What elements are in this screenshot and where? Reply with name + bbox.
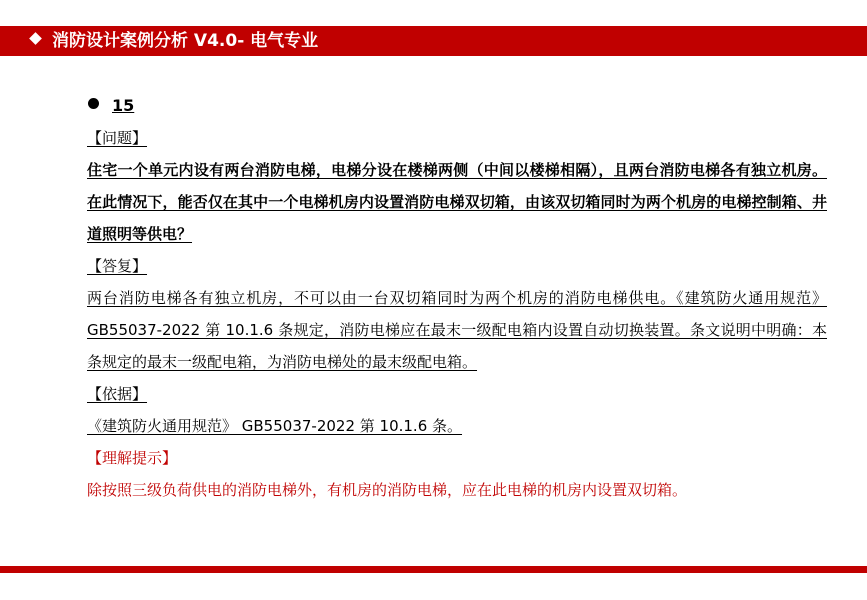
diamond-bullet-icon <box>29 32 42 45</box>
header-bar <box>0 26 867 56</box>
hint-label: 【理解提示】 <box>87 449 178 467</box>
question-label: 【问题】 <box>87 129 148 147</box>
basis-text: 《建筑防火通用规范》 GB55037-2022 第 10.1.6 条。 <box>87 417 463 435</box>
page-title: 消防设计案例分析 V4.0- 电气专业 <box>52 31 319 51</box>
footer-bar <box>0 566 867 573</box>
question-text: 住宅一个单元内设有两台消防电梯，电梯分设在楼梯两侧（中间以楼梯相隔），且两台消防电梯各有独立机房。在此情况下，能否仅在其中一个电梯机房内设置消防电梯双切箱，由该双切箱同时为两个机房的电梯控制箱、井道照明等供电？ <box>87 161 827 243</box>
item-heading <box>87 90 827 122</box>
answer-label: 【答复】 <box>87 257 148 275</box>
hint-text: 除按照三级负荷供电的消防电梯外，有机房的消防电梯，应在此电梯的机房内设置双切箱。 <box>87 481 688 499</box>
answer-text: 两台消防电梯各有独立机房，不可以由一台双切箱同时为两个机房的消防电梯供电。《建筑防火通用规范》 GB55037-2022 第 10.1.6 条规定，消防电梯应在最末一级配电箱内设置自动切换装置。条文说明中明确：本条规定的最末一级配电箱，为消防电梯处的最末级配电箱。 <box>87 289 827 371</box>
case-content <box>87 90 827 506</box>
bullet-icon <box>88 98 99 109</box>
item-number: 15 <box>112 96 135 115</box>
basis-label: 【依据】 <box>87 385 148 403</box>
